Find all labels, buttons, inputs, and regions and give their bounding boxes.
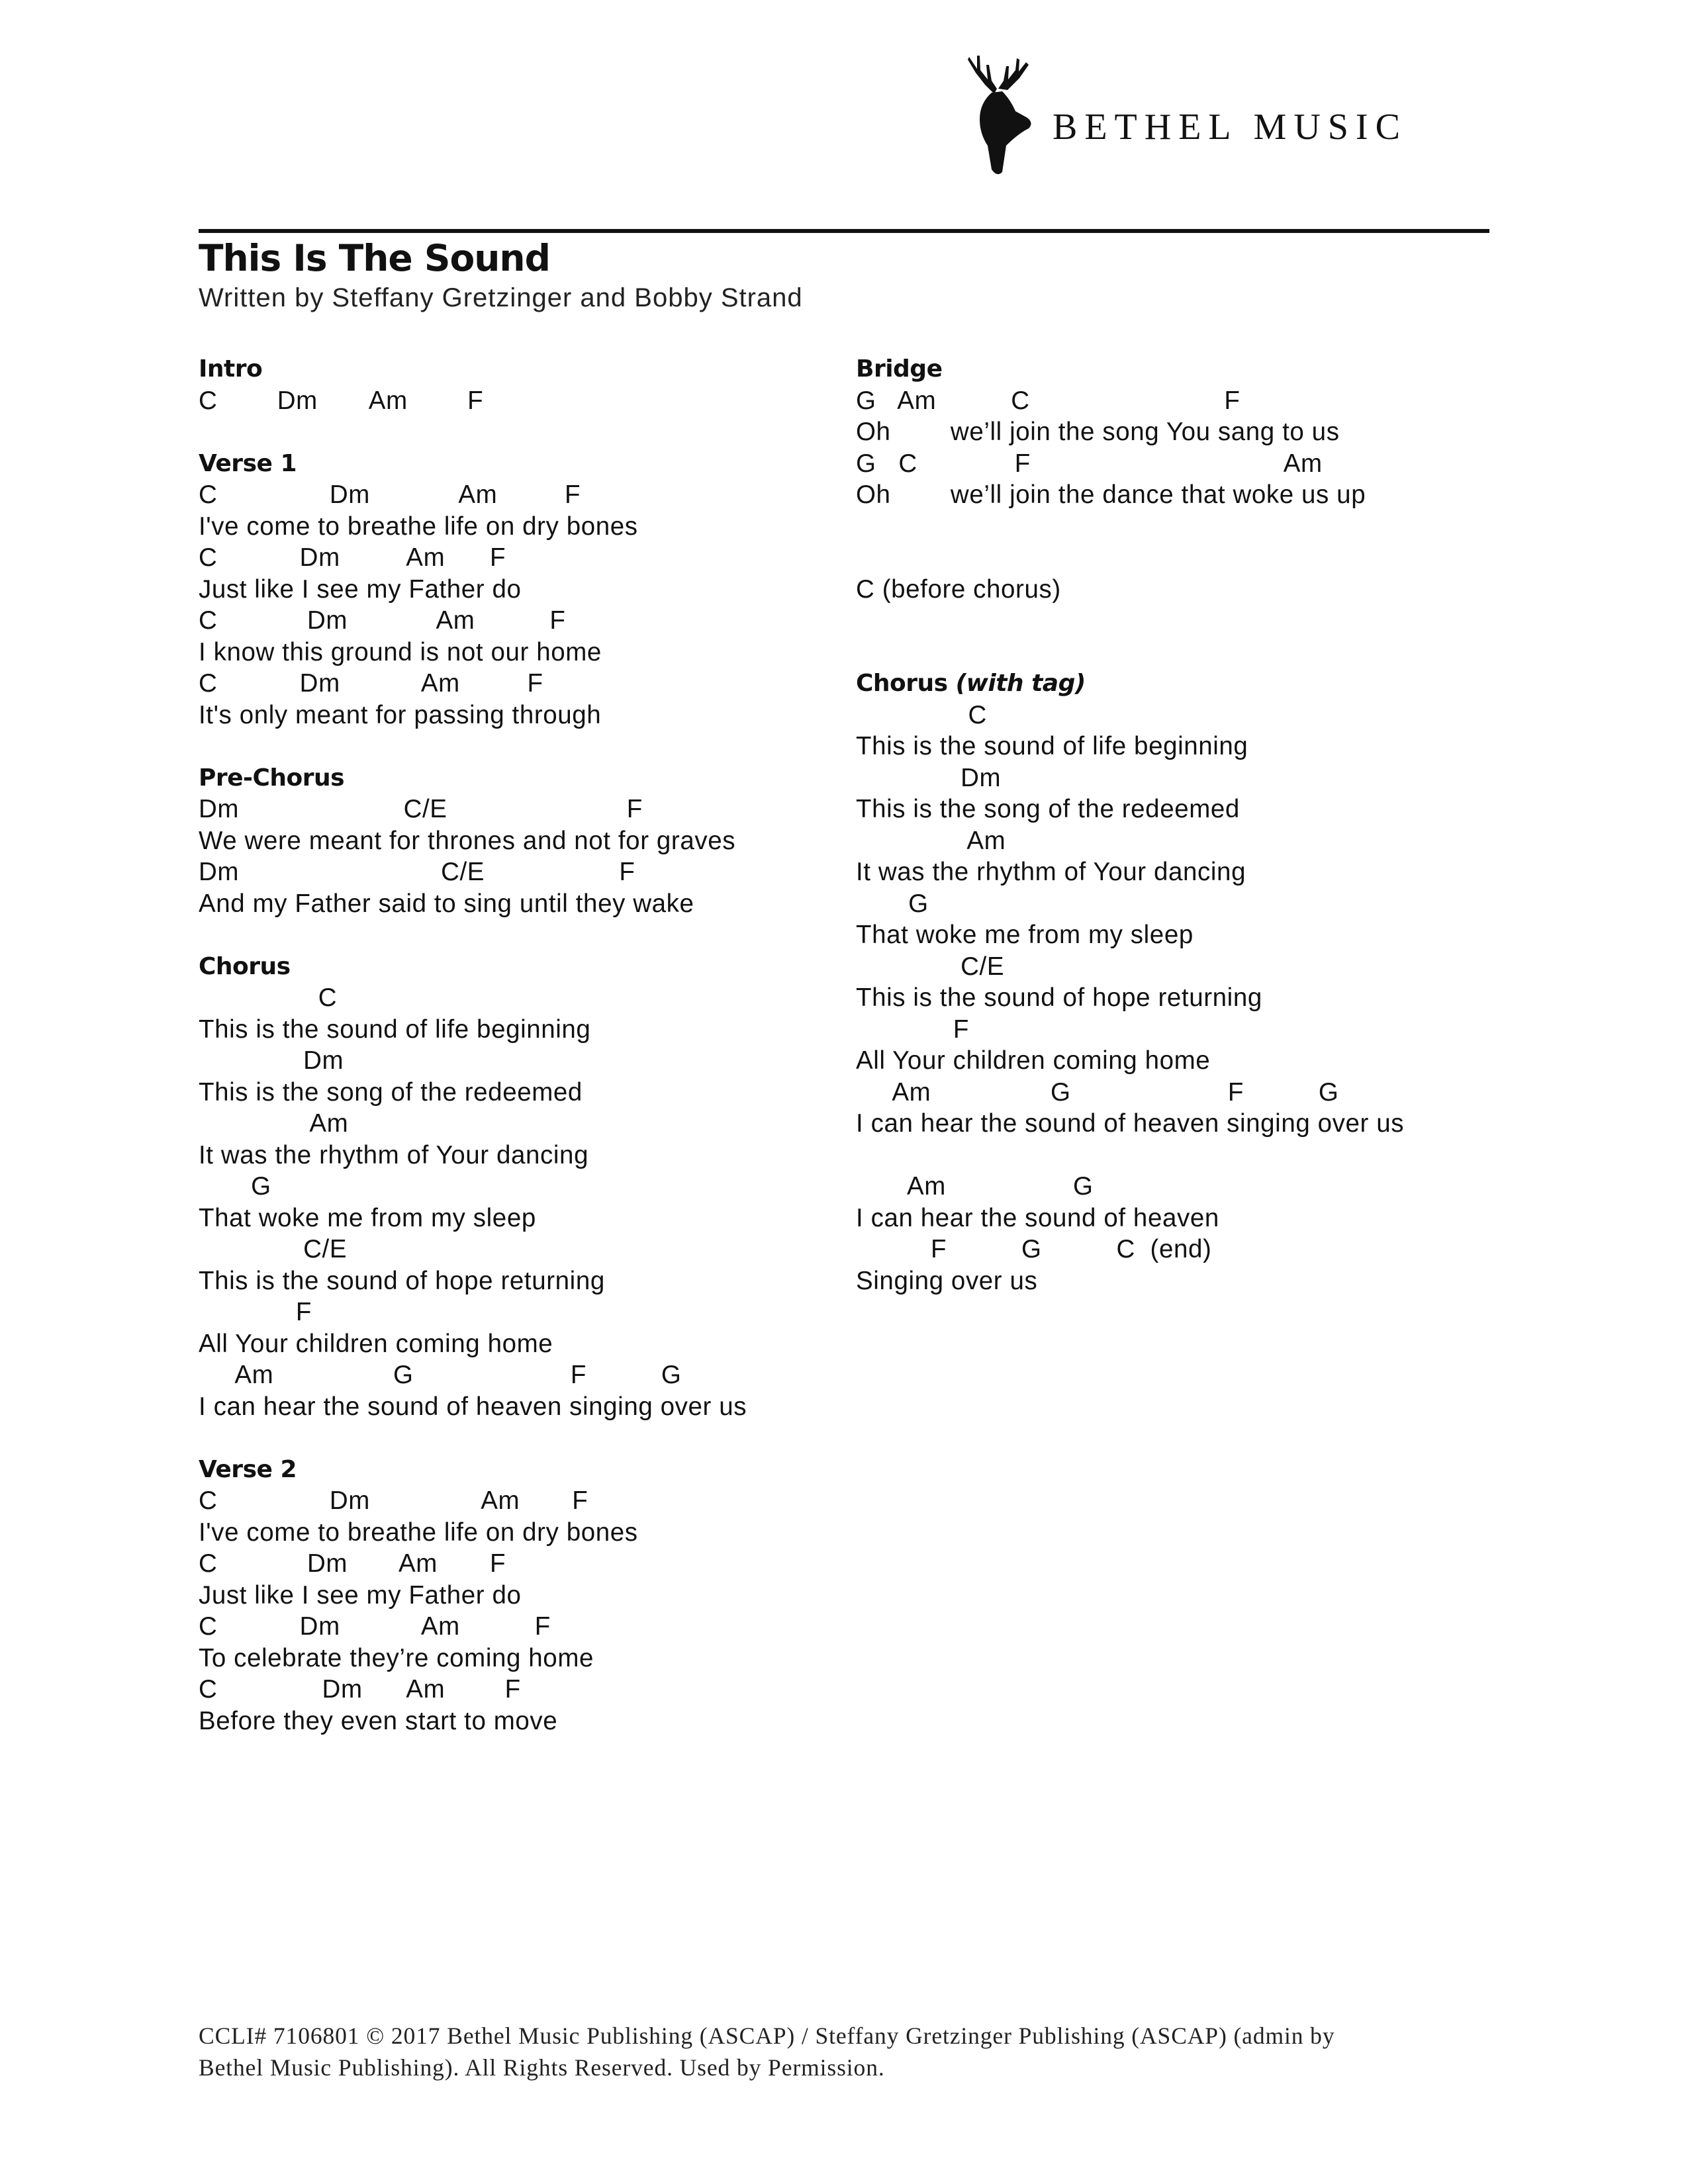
chord-line: C/E bbox=[199, 1235, 348, 1263]
section-title: Intro bbox=[199, 355, 263, 383]
copyright-line: CCLI# 7106801 © 2017 Bethel Music Publishing (ASCAP) / Steffany Gretzinger Publishing (ASCAP) (admin by bbox=[199, 2023, 1335, 2049]
chord-line: Am bbox=[856, 826, 1006, 855]
chord-line: Am bbox=[199, 1109, 349, 1138]
chord-line: F G C (end) bbox=[856, 1235, 1212, 1263]
lyric-line: I've come to breathe life on dry bones bbox=[199, 512, 638, 541]
copyright-line: Bethel Music Publishing). All Rights Reserved. Used by Permission. bbox=[199, 2054, 885, 2081]
lyric-line: It's only meant for passing through bbox=[199, 700, 602, 729]
lyric-line: This is the song of the redeemed bbox=[199, 1077, 583, 1107]
chord-line: C Dm Am F bbox=[199, 606, 566, 635]
lyric-line: All Your children coming home bbox=[199, 1329, 553, 1358]
left-column bbox=[199, 353, 821, 1768]
section-ending bbox=[856, 1171, 1478, 1297]
lyric-line: And my Father said to sing until they wake bbox=[199, 889, 694, 918]
lyric-line: Just like I see my Father do bbox=[199, 574, 522, 604]
section-title: Verse 1 bbox=[199, 449, 297, 477]
lyric-line: We were meant for thrones and not for graves bbox=[199, 826, 736, 855]
lyric-line: It was the rhythm of Your dancing bbox=[199, 1140, 589, 1169]
chord-line: G C F Am bbox=[856, 449, 1323, 478]
section-title bbox=[856, 668, 1478, 700]
chord-line: C bbox=[199, 983, 338, 1012]
section-title-note: (with tag) bbox=[955, 670, 1086, 697]
lyric-line: I've come to breathe life on dry bones bbox=[199, 1518, 638, 1547]
section-verse-2 bbox=[199, 1454, 821, 1737]
chord-line: Am G bbox=[856, 1172, 1094, 1201]
chord-note: C (before chorus) bbox=[856, 574, 1061, 604]
copyright-footer bbox=[199, 2020, 1496, 2083]
section-title: Chorus bbox=[199, 952, 291, 980]
section-title-text: Chorus bbox=[856, 670, 948, 697]
brand-name: BETHEL MUSIC bbox=[1053, 107, 1407, 148]
section-title: Bridge bbox=[856, 355, 943, 383]
lyric-line: That woke me from my sleep bbox=[856, 921, 1194, 949]
lyric-line: I know this ground is not our home bbox=[199, 637, 602, 666]
lyric-line: This is the sound of life beginning bbox=[199, 1015, 591, 1044]
lyric-line: All Your children coming home bbox=[856, 1046, 1211, 1075]
chord-line: G bbox=[856, 889, 929, 918]
lyric-line: This is the sound of hope returning bbox=[856, 983, 1262, 1012]
section-chorus bbox=[199, 951, 821, 1423]
chord-line: C Dm Am F bbox=[199, 1549, 506, 1578]
chord-line: C Dm Am F bbox=[199, 1612, 551, 1641]
lyric-line: It was the rhythm of Your dancing bbox=[856, 858, 1246, 886]
lyric-line: I can hear the sound of heaven singing over us bbox=[199, 1392, 747, 1421]
chord-line: Dm bbox=[856, 763, 1002, 792]
section-intro bbox=[199, 353, 821, 416]
chord-line: C Dm Am F bbox=[199, 669, 543, 698]
section-title: Pre-Chorus bbox=[199, 764, 345, 792]
lyric-line: That woke me from my sleep bbox=[199, 1203, 536, 1232]
chord-line: G Am C F bbox=[856, 386, 1241, 415]
lyric-line: Oh we’ll join the dance that woke us up bbox=[856, 480, 1366, 509]
lyric-line: To celebrate they’re coming home bbox=[199, 1643, 594, 1672]
section-bridge bbox=[856, 353, 1478, 511]
chord-line: Am G F G bbox=[856, 1077, 1339, 1107]
lyric-line: Singing over us bbox=[856, 1266, 1038, 1295]
section-verse-1 bbox=[199, 448, 821, 731]
chord-line: C bbox=[856, 700, 987, 729]
chord-line: Am G F G bbox=[199, 1361, 682, 1389]
section-chorus-with-tag bbox=[856, 668, 1478, 1140]
section-before-chorus bbox=[856, 574, 1478, 606]
chord-line: C Dm Am F bbox=[199, 1486, 588, 1515]
brand-logo bbox=[953, 46, 1483, 179]
lyric-line: This is the sound of hope returning bbox=[199, 1266, 605, 1295]
section-pre-chorus bbox=[199, 762, 821, 920]
chord-line: Dm C/E F bbox=[199, 858, 635, 886]
chord-line: F bbox=[199, 1298, 312, 1326]
song-writers: Written by Steffany Gretzinger and Bobby Strand bbox=[199, 283, 803, 312]
right-column bbox=[856, 353, 1478, 1328]
lyric-line: Before they even start to move bbox=[199, 1706, 558, 1735]
chord-line: G bbox=[199, 1172, 271, 1201]
lyric-line: I can hear the sound of heaven bbox=[856, 1203, 1219, 1232]
section-title: Verse 2 bbox=[199, 1455, 297, 1483]
chord-line: C Dm Am F bbox=[199, 1675, 521, 1704]
chord-line: F bbox=[856, 1015, 969, 1044]
chord-line: C Dm Am F bbox=[199, 543, 506, 572]
lyric-line: This is the sound of life beginning bbox=[856, 732, 1248, 760]
lyric-line: This is the song of the redeemed bbox=[856, 795, 1240, 823]
lyric-line: Oh we’ll join the song You sang to us bbox=[856, 418, 1340, 446]
chord-line: Dm C/E F bbox=[199, 795, 643, 823]
chord-line: C Dm Am F bbox=[199, 386, 484, 415]
header-divider bbox=[199, 229, 1489, 233]
lyric-line: Just like I see my Father do bbox=[199, 1580, 522, 1610]
chord-line: C/E bbox=[856, 952, 1005, 981]
chord-line: Dm bbox=[199, 1046, 344, 1075]
song-title: This Is The Sound bbox=[199, 237, 550, 279]
deer-head-icon bbox=[953, 46, 1039, 179]
chord-line: C Dm Am F bbox=[199, 480, 581, 509]
lyric-line: I can hear the sound of heaven singing over us bbox=[856, 1109, 1405, 1138]
